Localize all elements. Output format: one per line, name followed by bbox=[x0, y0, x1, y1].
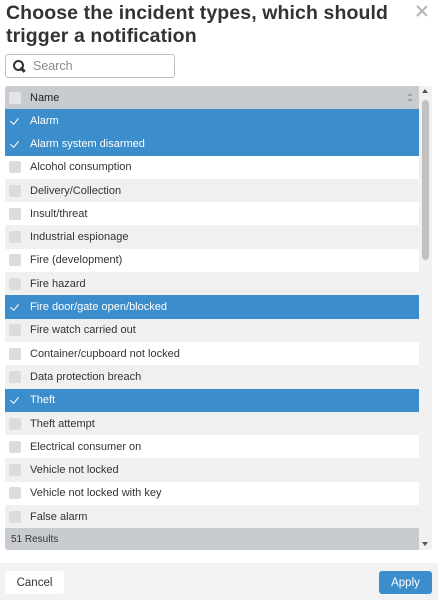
row-checkbox[interactable] bbox=[9, 487, 21, 499]
checkmark-icon[interactable] bbox=[9, 394, 21, 406]
row-checkbox[interactable] bbox=[9, 324, 21, 336]
table-row[interactable] bbox=[5, 156, 419, 179]
row-label: False alarm bbox=[30, 510, 88, 523]
cancel-button[interactable]: Cancel bbox=[5, 571, 64, 594]
table-row[interactable] bbox=[5, 435, 419, 458]
close-icon[interactable] bbox=[415, 4, 429, 18]
table-row[interactable] bbox=[5, 179, 419, 202]
row-checkbox[interactable] bbox=[9, 161, 21, 173]
row-checkbox[interactable] bbox=[9, 371, 21, 383]
row-checkbox[interactable] bbox=[9, 208, 21, 220]
table-row[interactable] bbox=[5, 319, 419, 342]
table-row[interactable] bbox=[5, 365, 419, 388]
row-label: Container/cupboard not locked bbox=[30, 347, 180, 360]
row-label: Delivery/Collection bbox=[30, 184, 122, 197]
row-checkbox[interactable] bbox=[9, 185, 21, 197]
dialog-title: Choose the incident types, which should trigger a notification bbox=[6, 2, 389, 47]
apply-button[interactable]: Apply bbox=[379, 571, 432, 594]
row-label: Electrical consumer on bbox=[30, 440, 142, 453]
grid-rows bbox=[5, 109, 419, 528]
table-row[interactable] bbox=[5, 272, 419, 295]
row-label: Fire door/gate open/blocked bbox=[30, 301, 167, 314]
row-label: Alarm system disarmed bbox=[30, 137, 145, 150]
row-label: Alcohol consumption bbox=[30, 161, 132, 174]
row-label: Data protection breach bbox=[30, 370, 142, 383]
row-checkbox[interactable] bbox=[9, 348, 21, 360]
row-label: Vehicle not locked bbox=[30, 464, 119, 477]
column-header-name[interactable]: Name bbox=[30, 91, 60, 104]
checkmark-icon[interactable] bbox=[9, 115, 21, 127]
table-row[interactable] bbox=[5, 132, 419, 155]
scroll-down-arrow-icon[interactable] bbox=[422, 542, 428, 546]
table-row[interactable] bbox=[5, 389, 419, 412]
incident-type-grid bbox=[5, 86, 432, 550]
row-checkbox[interactable] bbox=[9, 441, 21, 453]
table-row[interactable] bbox=[5, 482, 419, 505]
row-checkbox[interactable] bbox=[9, 278, 21, 290]
results-count: 51 Results bbox=[11, 533, 59, 545]
row-label: Vehicle not locked with key bbox=[30, 487, 162, 500]
row-label: Alarm bbox=[30, 114, 59, 127]
select-all-checkbox[interactable] bbox=[9, 92, 21, 104]
search-icon bbox=[12, 59, 26, 73]
grid-footer bbox=[5, 528, 419, 550]
checkmark-icon[interactable] bbox=[9, 138, 21, 150]
row-checkbox[interactable] bbox=[9, 231, 21, 243]
scrollbar-thumb[interactable] bbox=[422, 100, 429, 260]
row-label: Theft bbox=[30, 394, 56, 407]
grid-header bbox=[5, 86, 419, 109]
vertical-scrollbar[interactable] bbox=[419, 86, 432, 550]
search-box[interactable] bbox=[5, 54, 175, 78]
scroll-up-arrow-icon[interactable] bbox=[422, 89, 428, 93]
row-checkbox[interactable] bbox=[9, 464, 21, 476]
table-row[interactable] bbox=[5, 458, 419, 481]
checkmark-icon[interactable] bbox=[9, 301, 21, 313]
row-label: Fire hazard bbox=[30, 277, 86, 290]
table-row[interactable] bbox=[5, 295, 419, 318]
table-row[interactable] bbox=[5, 505, 419, 528]
table-row[interactable] bbox=[5, 249, 419, 272]
row-checkbox[interactable] bbox=[9, 418, 21, 430]
table-row[interactable] bbox=[5, 342, 419, 365]
table-row[interactable] bbox=[5, 109, 419, 132]
sort-icon[interactable] bbox=[407, 93, 413, 103]
table-row[interactable] bbox=[5, 225, 419, 248]
search-input[interactable] bbox=[33, 59, 173, 73]
row-label: Industrial espionage bbox=[30, 231, 129, 244]
row-checkbox[interactable] bbox=[9, 254, 21, 266]
table-row[interactable] bbox=[5, 412, 419, 435]
row-checkbox[interactable] bbox=[9, 511, 21, 523]
row-label: Insult/threat bbox=[30, 207, 88, 220]
row-label: Theft attempt bbox=[30, 417, 95, 430]
table-row[interactable] bbox=[5, 202, 419, 225]
dialog-footer bbox=[0, 563, 438, 600]
row-label: Fire (development) bbox=[30, 254, 123, 267]
row-label: Fire watch carried out bbox=[30, 324, 136, 337]
